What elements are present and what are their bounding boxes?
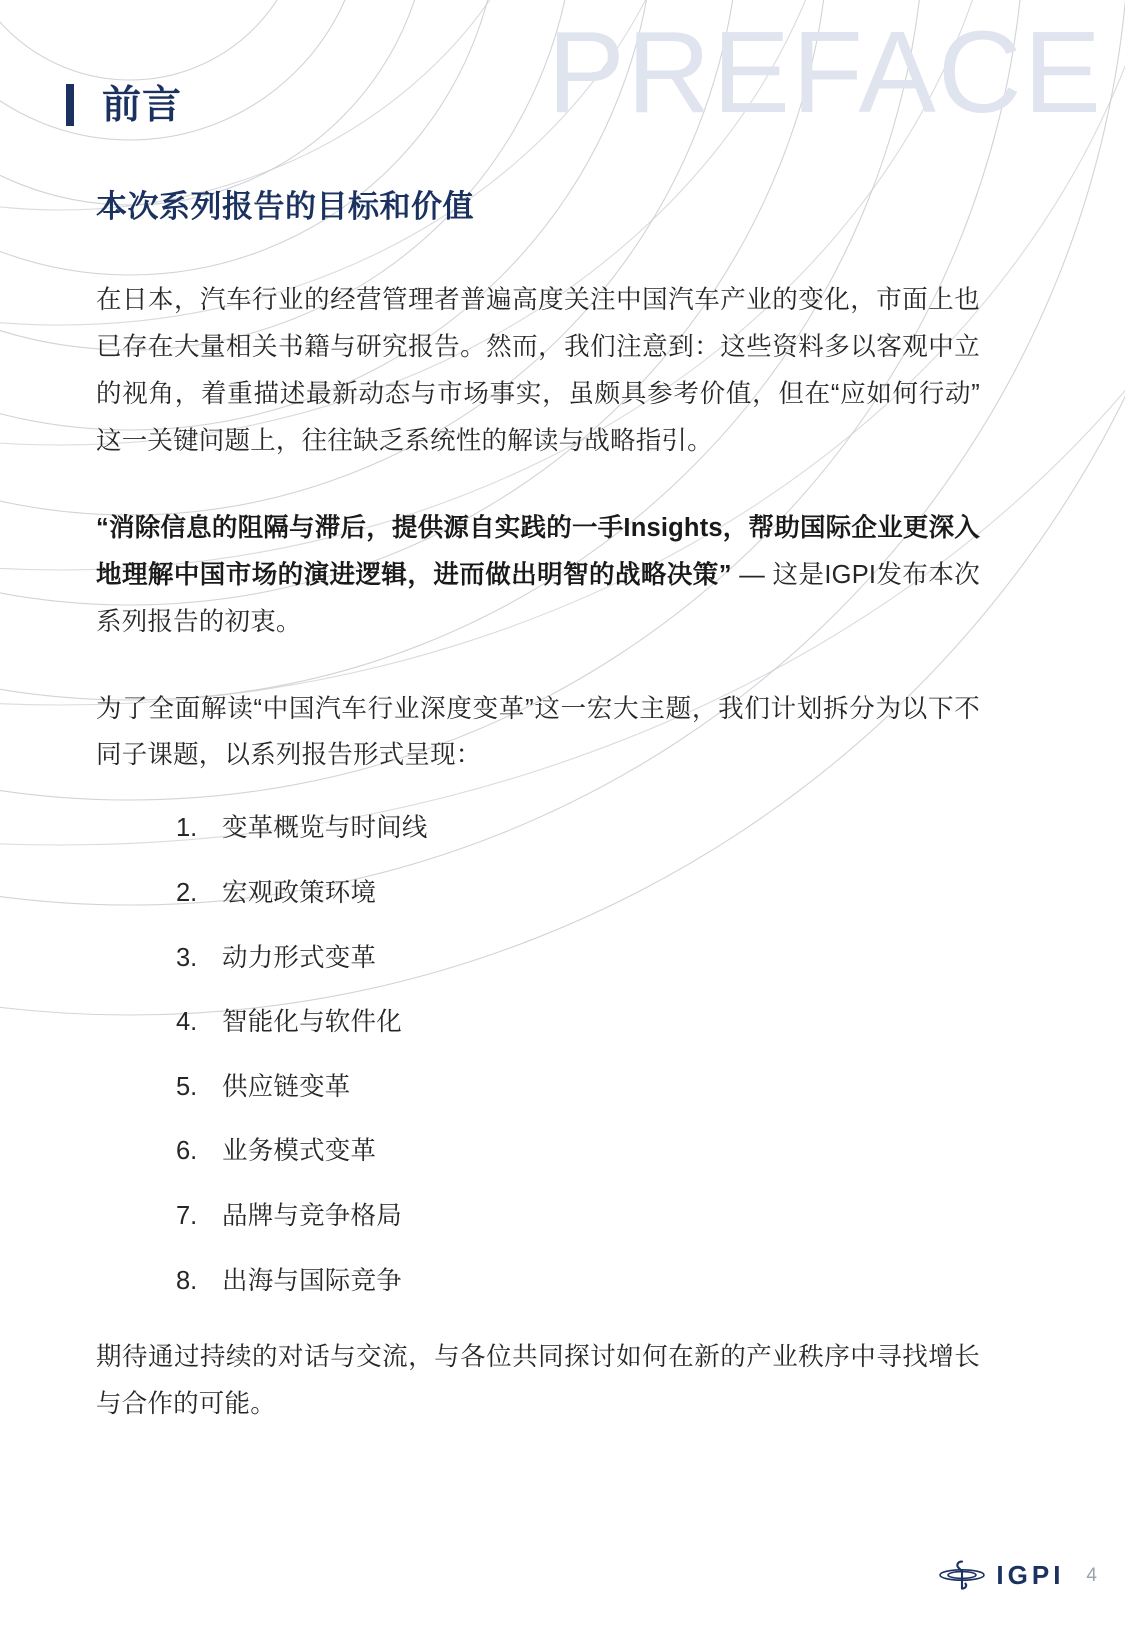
- paragraph-list-intro: 为了全面解读“中国汽车行业深度变革”这一宏大主题，我们计划拆分为以下不同子课题，以系列报告形式呈现：: [96, 694, 980, 770]
- igpi-logo-icon: [938, 1559, 986, 1591]
- paragraph-intro: 在日本，汽车行业的经营管理者普遍高度关注中国汽车产业的变化，市面上也已存在大量相关书籍与研究报告。然而，我们注意到：这些资料多以客观中立的视角，着重描述最新动态与市场事实，虽颇具参考价值，但在“应如何行动”这一关键问题上，往往缺乏系统性的解读与战略指引。: [96, 286, 980, 455]
- list-item: [176, 878, 980, 909]
- list-item-label: 动力形式变革: [222, 943, 377, 972]
- list-item-number: 6.: [176, 1137, 198, 1166]
- quote-tail-text: — 这是IGPI发布本次系列报告的初衷。: [96, 560, 980, 636]
- section-title: 本次系列报告的目标和价值: [96, 189, 474, 224]
- paragraph-closing: 期待通过持续的对话与交流，与各位共同探讨如何在新的产业秩序中寻找增长与合作的可能。: [96, 1343, 980, 1418]
- list-item-number: 7.: [176, 1201, 198, 1230]
- preface-watermark: PREFACE: [547, 7, 1103, 137]
- list-item-number: 4.: [176, 1008, 198, 1037]
- paragraph-quote: [96, 505, 980, 646]
- list-item-number: 3.: [176, 943, 198, 972]
- list-item-label: 出海与国际竞争: [222, 1266, 402, 1295]
- list-item-label: 供应链变革: [222, 1072, 351, 1101]
- list-item-label: 业务模式变革: [222, 1137, 377, 1166]
- list-item-label: 变革概览与时间线: [222, 814, 428, 843]
- page-footer: [938, 1559, 1097, 1591]
- list-item-label: 智能化与软件化: [222, 1008, 402, 1037]
- list-item: [176, 1266, 980, 1297]
- topic-list: [96, 813, 980, 1296]
- list-item: [176, 1201, 980, 1232]
- list-item-label: 品牌与竞争格局: [222, 1201, 402, 1230]
- content-area: [96, 188, 980, 1468]
- list-item-number: 1.: [176, 814, 198, 843]
- page-number: 4: [1086, 1564, 1097, 1586]
- list-item: [176, 1007, 980, 1038]
- page-header: [66, 84, 182, 126]
- list-item-number: 2.: [176, 878, 198, 907]
- list-item-number: 8.: [176, 1266, 198, 1295]
- page-title: 前言: [102, 83, 183, 127]
- list-item: [176, 813, 980, 844]
- list-item: [176, 1136, 980, 1167]
- igpi-logo-text: IGPI: [996, 1560, 1065, 1590]
- quote-bold-text: “消除信息的阻隔与滞后，提供源自实践的一手Insights，帮助国际企业更深入地理解中国市场的演进逻辑，进而做出明智的战略决策”: [96, 513, 980, 589]
- list-item-label: 宏观政策环境: [222, 878, 377, 907]
- list-item: [176, 943, 980, 974]
- header-accent-bar: [66, 84, 74, 126]
- list-item: [176, 1072, 980, 1103]
- list-item-number: 5.: [176, 1072, 198, 1101]
